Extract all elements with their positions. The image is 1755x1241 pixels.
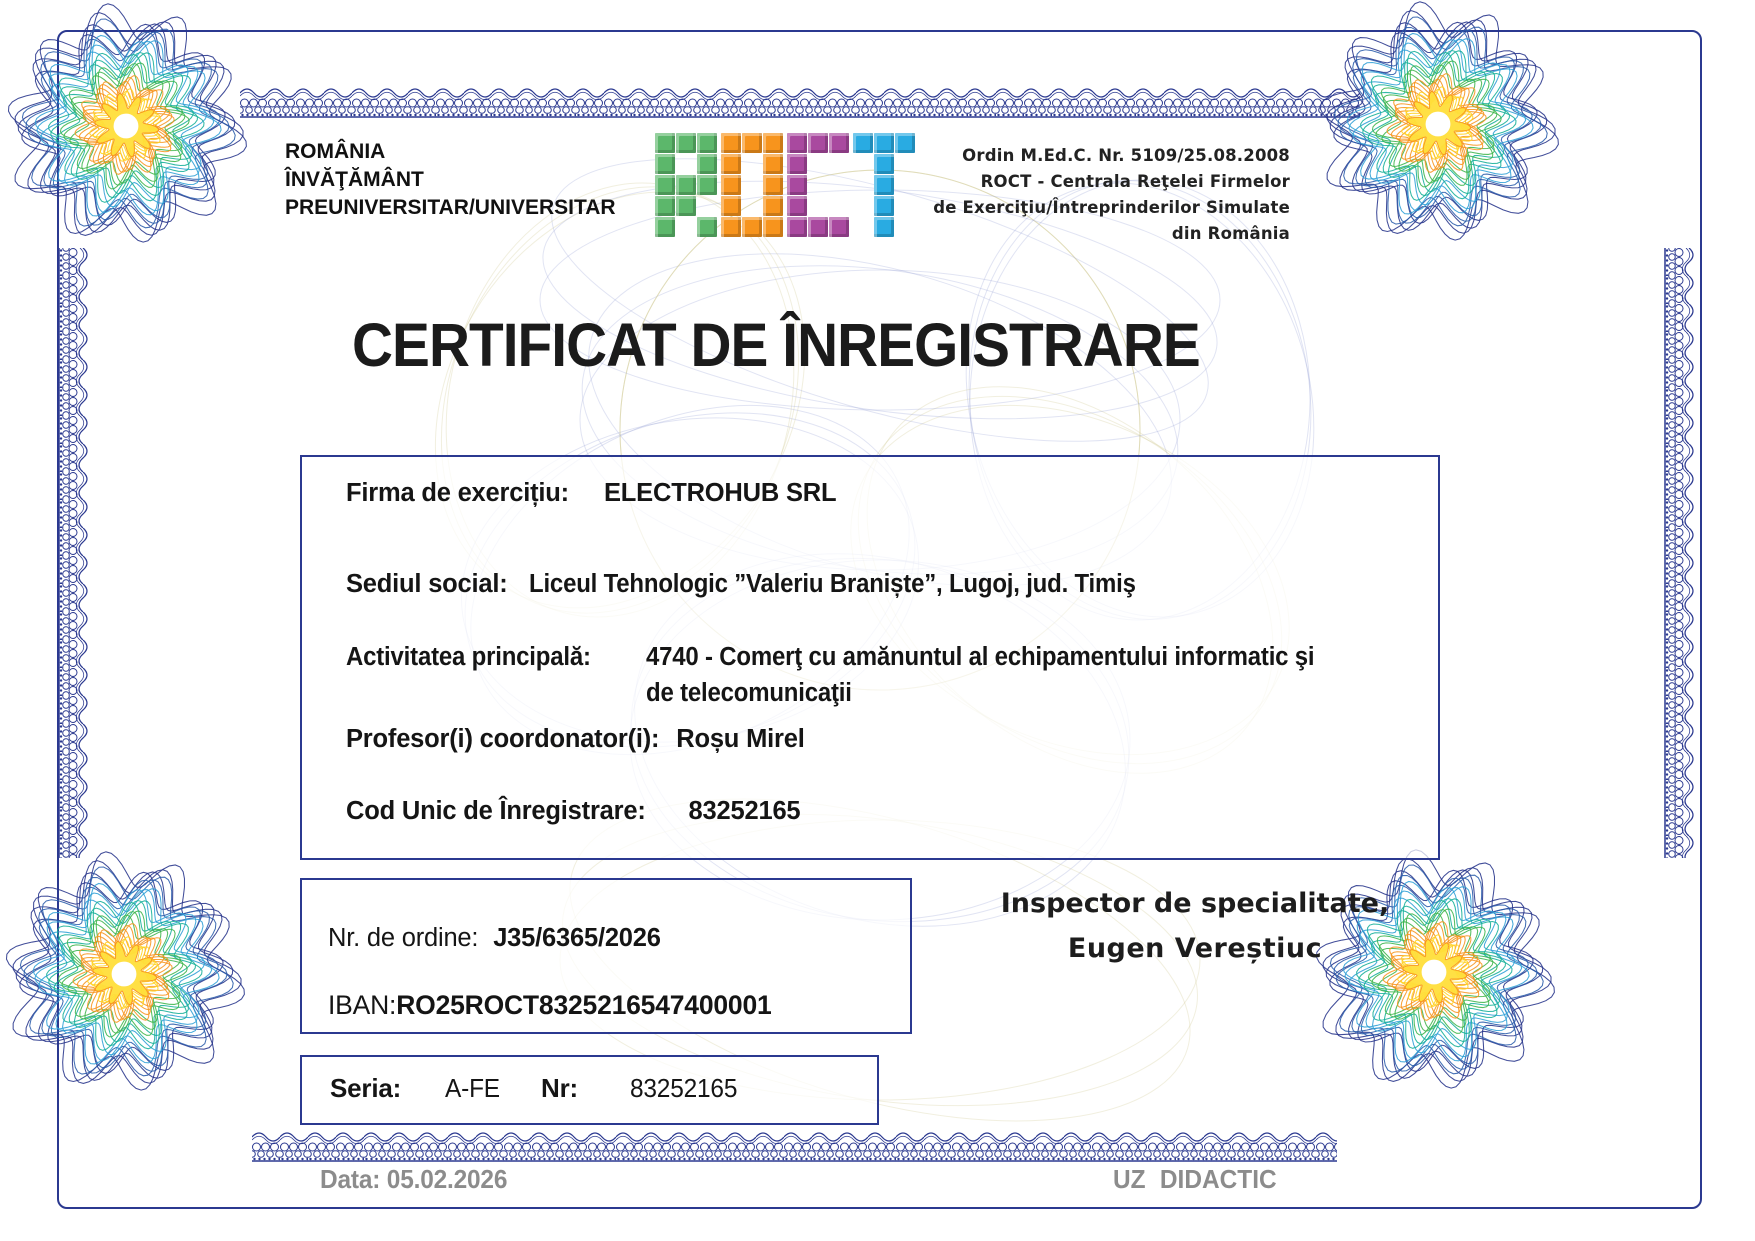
- guilloche-rosette-bottom-left: [0, 850, 248, 1098]
- ordinance-line: de Exerciţiu/Întreprinderilor Simulate: [933, 198, 1290, 217]
- sediu-row: [346, 570, 1136, 599]
- profesor-label: Profesor(i) coordonator(i):: [346, 725, 660, 753]
- logo-tile: [655, 154, 675, 174]
- logo-tile: [853, 133, 873, 153]
- guilloche-rosette-bottom-right: [1310, 848, 1558, 1096]
- logo-tile: [697, 217, 717, 237]
- firma-row: [346, 479, 837, 508]
- firma-value: ELECTROHUB SRL: [604, 479, 837, 507]
- logo-tile: [721, 196, 741, 216]
- ordinance-line: Ordin M.Ed.C. Nr. 5109/25.08.2008: [962, 146, 1290, 165]
- logo-tile: [676, 196, 696, 216]
- logo-tile: [721, 154, 741, 174]
- date-label-and-value: Data: 05.02.2026: [320, 1164, 508, 1194]
- nr-value: 83252165: [630, 1073, 738, 1103]
- ordinance-block: [920, 143, 1290, 247]
- logo-letter-T: [853, 133, 915, 237]
- company-details-box: [300, 455, 1440, 860]
- logo-tile: [763, 196, 783, 216]
- iban-label: IBAN:: [328, 990, 397, 1020]
- logo-tile: [874, 154, 894, 174]
- sediu-value: Liceul Tehnologic ”Valeriu Braniște”, Lugoj, jud. Timiş: [529, 570, 1136, 598]
- activitate-label: Activitatea principală:: [346, 643, 591, 671]
- roct-logo: [655, 133, 915, 237]
- logo-tile: [742, 196, 762, 216]
- ordine-label: Nr. de ordine:: [328, 924, 479, 952]
- logo-tile: [853, 154, 873, 174]
- activitate-value-line1: 4740 - Comerţ cu amănuntul al echipamentului informatic şi: [646, 643, 1315, 671]
- profesor-value: Roșu Mirel: [676, 725, 805, 753]
- logo-tile: [697, 154, 717, 174]
- profesor-row: [346, 725, 805, 754]
- logo-tile: [655, 217, 675, 237]
- logo-tile: [655, 196, 675, 216]
- logo-tile: [697, 175, 717, 195]
- iban-value: RO25ROCT8325216547400001: [396, 990, 772, 1020]
- inspector-name: Eugen Vereștiuc: [1067, 933, 1323, 964]
- logo-tile: [787, 133, 807, 153]
- logo-tile: [829, 217, 849, 237]
- sediu-label: Sediul social:: [346, 570, 508, 598]
- logo-tile: [742, 154, 762, 174]
- logo-tile: [676, 217, 696, 237]
- logo-tile: [721, 133, 741, 153]
- logo-tile: [787, 175, 807, 195]
- ordinance-line: ROCT - Centrala Reţelei Firmelor: [980, 172, 1290, 191]
- logo-tile: [742, 217, 762, 237]
- logo-tile: [742, 175, 762, 195]
- logo-tile: [676, 154, 696, 174]
- lace-border-right: [1664, 248, 1698, 858]
- inspector-block: [995, 888, 1395, 964]
- issuer-line: ÎNVĂŢĂMÂNT: [285, 168, 424, 191]
- cui-row: [346, 797, 800, 826]
- logo-tile: [895, 175, 915, 195]
- logo-tile: [742, 133, 762, 153]
- logo-tile: [655, 175, 675, 195]
- iban-row: [328, 990, 772, 1021]
- logo-tile: [895, 154, 915, 174]
- logo-tile: [829, 154, 849, 174]
- uz-didactic-text: UZ DIDACTIC: [1113, 1164, 1277, 1194]
- logo-tile: [763, 217, 783, 237]
- certificate-title: CERTIFICAT DE ÎNREGISTRARE: [352, 311, 1200, 379]
- activitate-value-line2: de telecomunicaţii: [646, 679, 852, 707]
- lace-border-top: [240, 84, 1360, 118]
- logo-tile: [853, 217, 873, 237]
- ordinance-line: din România: [1171, 224, 1290, 243]
- seria-row: [330, 1073, 738, 1104]
- logo-tile: [721, 217, 741, 237]
- logo-tile: [808, 217, 828, 237]
- logo-letter-O: [721, 133, 783, 237]
- logo-tile: [763, 154, 783, 174]
- logo-tile: [874, 133, 894, 153]
- ordine-value: J35/6365/2026: [493, 924, 661, 952]
- logo-tile: [787, 196, 807, 216]
- logo-letter-C: [787, 133, 849, 237]
- activitate-row: [346, 643, 1315, 672]
- cui-label: Cod Unic de Înregistrare:: [346, 797, 646, 825]
- firma-label: Firma de exercițiu:: [346, 479, 569, 507]
- lace-border-left: [58, 248, 92, 858]
- seria-label: Seria:: [330, 1073, 402, 1103]
- logo-tile: [721, 175, 741, 195]
- logo-tile: [874, 217, 894, 237]
- logo-tile: [874, 196, 894, 216]
- logo-tile: [676, 175, 696, 195]
- logo-tile: [853, 175, 873, 195]
- logo-tile: [676, 133, 696, 153]
- logo-tile: [763, 133, 783, 153]
- logo-tile: [895, 133, 915, 153]
- nr-label: Nr:: [541, 1073, 578, 1103]
- logo-tile: [895, 217, 915, 237]
- ordine-row: [328, 924, 661, 953]
- logo-tile: [808, 175, 828, 195]
- logo-tile: [853, 196, 873, 216]
- lace-border-bottom: [252, 1128, 1337, 1162]
- logo-letter-R: [655, 133, 717, 237]
- seria-box: [300, 1055, 879, 1125]
- logo-tile: [808, 133, 828, 153]
- logo-tile: [808, 154, 828, 174]
- seria-value: A-FE: [445, 1073, 500, 1103]
- cui-value: 83252165: [688, 797, 801, 825]
- inspector-title: Inspector de specialitate,: [1000, 888, 1390, 919]
- issuer-line: PREUNIVERSITAR/UNIVERSITAR: [285, 196, 616, 219]
- guilloche-rosette-top-left: [2, 2, 250, 250]
- logo-tile: [808, 196, 828, 216]
- logo-tile: [829, 175, 849, 195]
- logo-tile: [655, 133, 675, 153]
- logo-tile: [829, 196, 849, 216]
- logo-tile: [874, 175, 894, 195]
- issuer-line: ROMÂNIA: [285, 140, 386, 163]
- guilloche-rosette-top-right: [1314, 0, 1562, 248]
- issuer-block: [285, 138, 616, 222]
- uz-didactic-label: [1113, 1164, 1287, 1195]
- date-line: [320, 1164, 519, 1195]
- logo-tile: [697, 196, 717, 216]
- registry-box: [300, 878, 912, 1034]
- logo-tile: [895, 196, 915, 216]
- logo-tile: [763, 175, 783, 195]
- logo-tile: [697, 133, 717, 153]
- logo-tile: [829, 133, 849, 153]
- logo-tile: [787, 154, 807, 174]
- logo-tile: [787, 217, 807, 237]
